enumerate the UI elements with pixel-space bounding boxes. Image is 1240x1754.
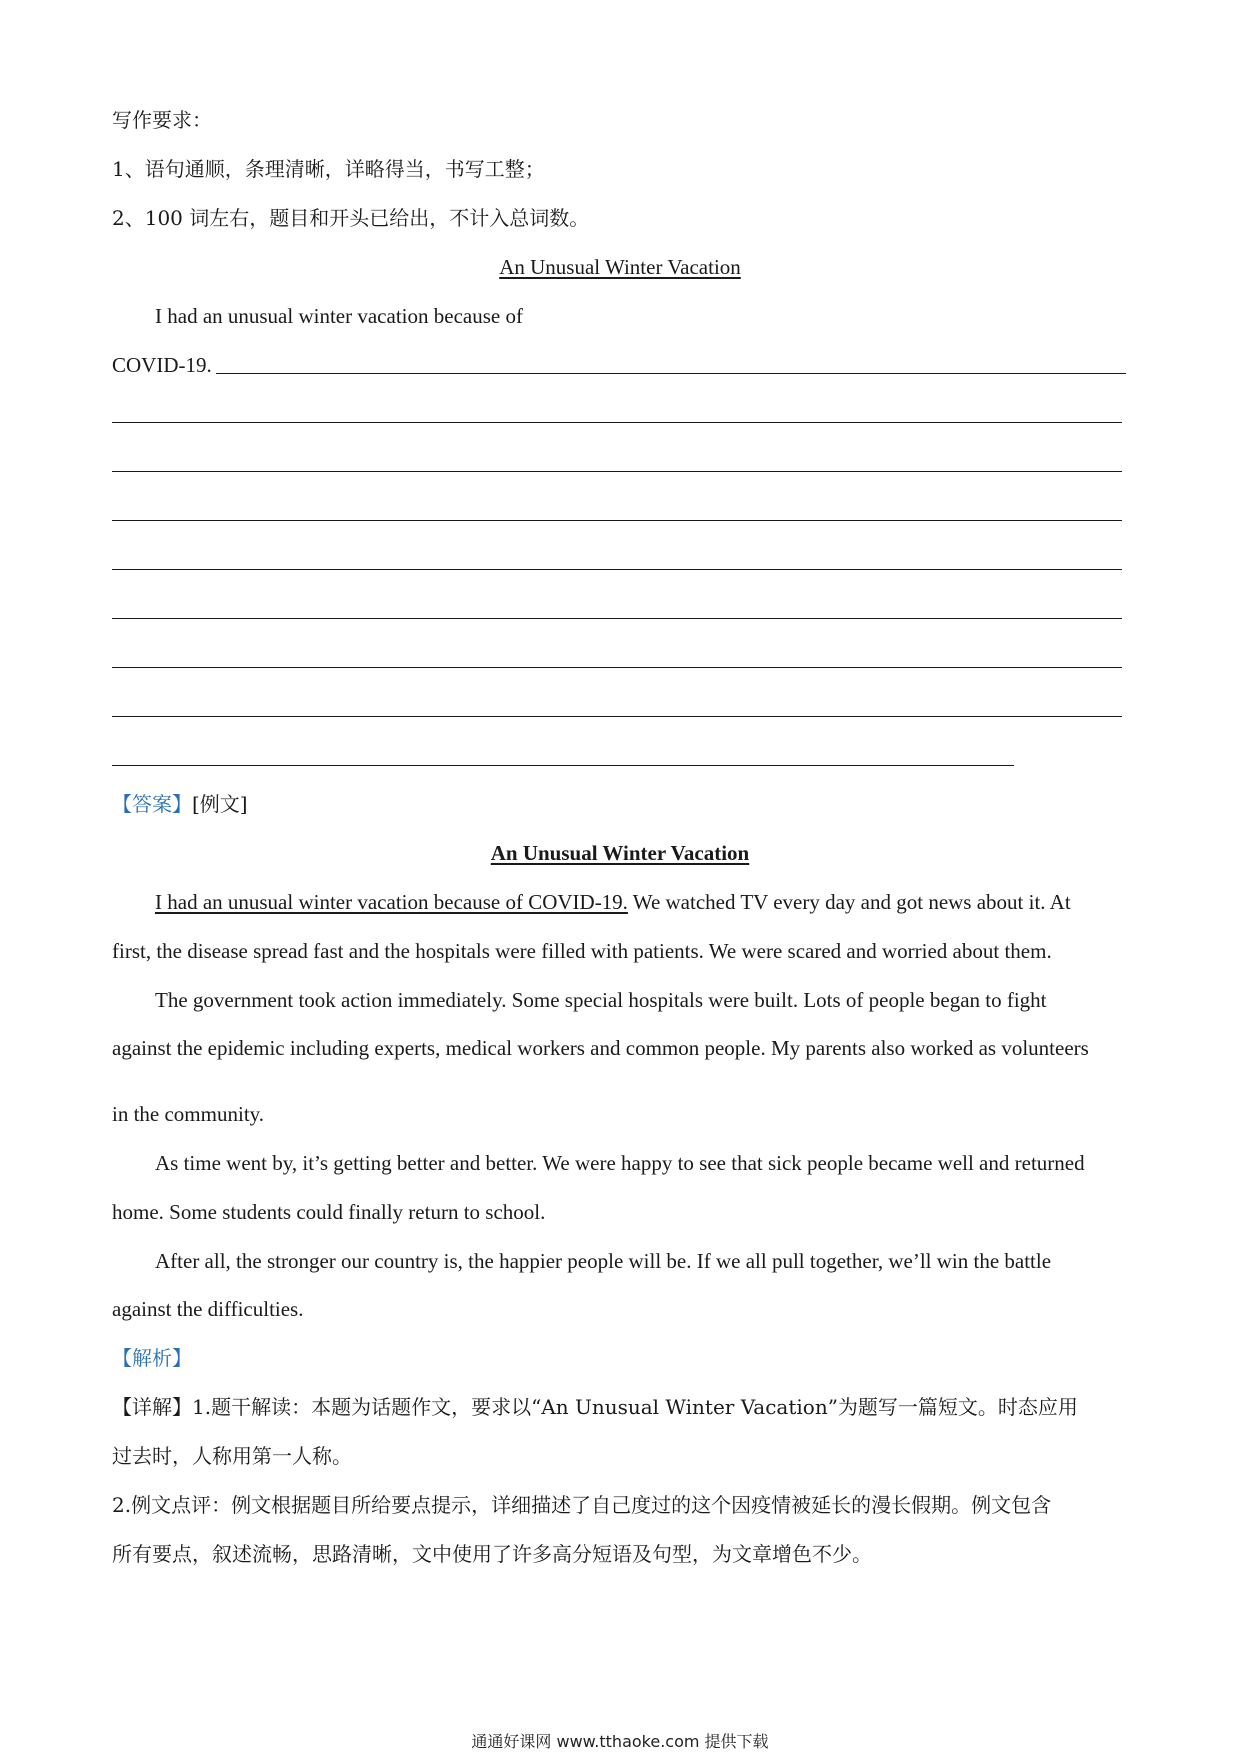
answer-p1-rest: We watched TV every day and got news about it. At: [627, 890, 1071, 914]
analysis-line-1: [112, 1394, 1078, 1420]
writing-line: [112, 422, 1122, 423]
analysis-line-2: 过去时，人称用第一人称。: [112, 1444, 352, 1468]
writing-line: [112, 765, 1014, 766]
writing-line: [112, 520, 1122, 521]
answer-paragraph-2-line-3: in the community.: [112, 1102, 265, 1126]
writing-line: [216, 373, 1126, 374]
analysis-label: 【解析】: [112, 1346, 192, 1370]
answer-paragraph-1-line-2: first, the disease spread fast and the hospitals were filled with patients. We were scared and worried about them.: [112, 939, 1052, 963]
writing-line: [112, 716, 1122, 717]
writing-line: [112, 471, 1122, 472]
answer-paragraph-2-line-1: The government took action immediately. Some special hospitals were built. Lots of people began to fight: [155, 988, 1047, 1012]
writing-line: [112, 618, 1122, 619]
analysis-line-4: 所有要点，叙述流畅，思路清晰，文中使用了许多高分短语及句型，为文章增色不少。: [112, 1542, 872, 1566]
analysis-line-3: 2.例文点评：例文根据题目所给要点提示，详细描述了自己度过的这个因疫情被延长的漫长假期。例文包含: [112, 1493, 1052, 1517]
prompt-title: An Unusual Winter Vacation: [499, 255, 741, 279]
writing-line: [112, 667, 1122, 668]
answer-label: 【答案】: [112, 792, 192, 816]
prompt-opening-line-2: COVID-19.: [112, 353, 212, 377]
analysis-line-1-text: 1.题干解读：本题为话题作文，要求以“An Unusual Winter Vacation”为题写一篇短文。时态应用: [192, 1395, 1078, 1419]
answer-paragraph-2-line-2: against the epidemic including experts, medical workers and common people. My parents also worked as volunteers: [112, 1036, 1089, 1060]
answer-paragraph-3-line-2: home. Some students could finally return to school.: [112, 1200, 546, 1224]
requirement-item-2: 2、100 词左右，题目和开头已给出，不计入总词数。: [112, 206, 590, 230]
page-footer: 通通好课网 www.tthaoke.com 提供下载: [471, 1732, 769, 1751]
answer-paragraph-3-line-1: As time went by, it’s getting better and better. We were happy to see that sick people became well and returned: [155, 1151, 1085, 1175]
requirement-item-1: 1、语句通顺，条理清晰，详略得当，书写工整；: [112, 157, 545, 181]
answer-paragraph-1-line-1: [155, 889, 1071, 915]
answer-header: [112, 791, 248, 817]
answer-tag: [例文]: [192, 792, 248, 816]
answer-paragraph-4-line-1: After all, the stronger our country is, the happier people will be. If we all pull together, we’ll win the battle: [155, 1249, 1052, 1273]
answer-paragraph-4-line-2: against the difficulties.: [112, 1297, 304, 1321]
detail-label: 【详解】: [112, 1395, 192, 1419]
answer-opening-sentence: I had an unusual winter vacation because of COVID-19.: [155, 890, 628, 914]
writing-line: [112, 569, 1122, 570]
requirements-heading: 写作要求：: [112, 108, 212, 132]
prompt-opening-line-1: I had an unusual winter vacation because of: [155, 304, 523, 328]
answer-title: An Unusual Winter Vacation: [490, 841, 750, 865]
